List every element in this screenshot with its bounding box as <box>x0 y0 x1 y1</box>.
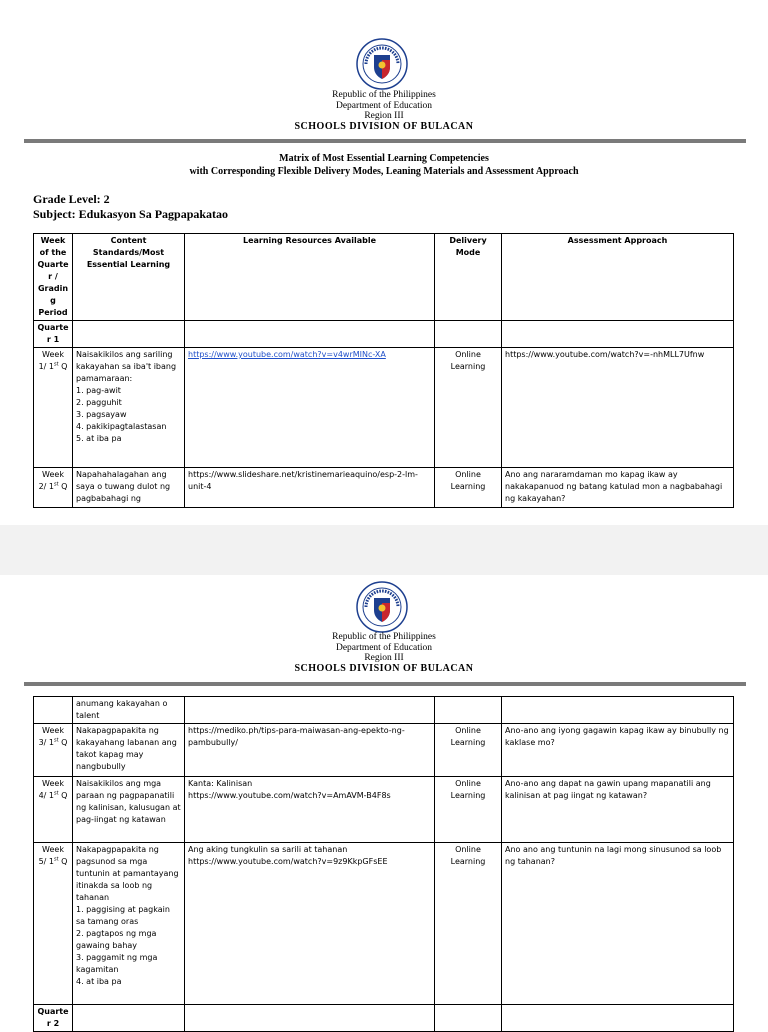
header-week: Week of the Quarter / Grading Period <box>34 234 73 321</box>
resource-cell: https://www.slideshare.net/kristinemarieaquino/esp-2-lm-unit-4 <box>185 468 435 508</box>
week-cell: Week 5/ 1st Q <box>34 843 73 1005</box>
week-cell: Week 2/ 1st Q <box>34 468 73 508</box>
resource-cell: https://mediko.ph/tips-para-maiwasan-ang-epekto-ng-pambubully/ <box>185 724 435 777</box>
header-content: Content Standards/Most Essential Learning <box>73 234 185 321</box>
table-row <box>34 777 734 843</box>
quarter-label: Quarter 1 <box>34 321 73 348</box>
quarter-row <box>34 1005 734 1032</box>
table-row <box>34 468 734 508</box>
letterhead <box>0 90 768 132</box>
quarter-row <box>34 321 734 348</box>
table-row <box>34 697 734 724</box>
document-page-2 <box>0 575 768 1028</box>
department-line: Department of Education <box>335 100 433 111</box>
mode-cell: Online Learning <box>435 724 502 777</box>
content-cell: Napahahalagahan ang saya o tuwang dulot ng pagbabahagi ng <box>73 468 185 508</box>
table-row <box>34 348 734 468</box>
content-cell: anumang kakayahan o talent <box>73 697 185 724</box>
assessment-cell: Ano ano ang tuntunin na lagi mong sinusunod sa loob ng tahanan? <box>502 843 734 1005</box>
content-cell: Naisakikilos ang mga paraan ng pagpapanatili ng kalinisan, kalusugan at pag-iingat ng katawan <box>73 777 185 843</box>
region-line: Region III <box>364 653 404 663</box>
content-cell: Nakapagpapakita ng pagsunod sa mga tuntunin at pamantayang itinakda sa loob ng tahanan 1. paggising at pagkain sa tamang oras 2. pagtapos ng mga gawaing bahay 3. paggamit ng mga kagamitan 4. at iba pa <box>73 843 185 1005</box>
header-assessment: Assessment Approach <box>502 234 734 321</box>
mode-cell: Online Learning <box>435 843 502 1005</box>
week-cell: Week 1/ 1st Q <box>34 348 73 468</box>
region-line: Region III <box>364 111 404 121</box>
division-line: SCHOOLS DIVISION OF BULACAN <box>294 120 474 132</box>
page-gap <box>0 525 768 575</box>
letterhead <box>0 632 768 674</box>
resource-cell: Kanta: Kalinisan https://www.youtube.com/watch?v=AmAVM-B4F8s <box>185 777 435 843</box>
matrix-title <box>0 152 768 178</box>
table-row <box>34 724 734 777</box>
resource-cell <box>185 348 435 468</box>
table-header-row <box>34 234 734 321</box>
matrix-title-line-1: Matrix of Most Essential Learning Competencies <box>279 153 489 164</box>
content-cell: Naisakikilos ang sariling kakayahan sa iba't ibang pamamaraan: 1. pag-awit 2. pagguhit 3. pagsayaw 4. pakikipagtalastasan 5. at iba pa <box>73 348 185 468</box>
deped-seal-icon <box>356 581 408 633</box>
grade-level: Grade Level: 2 <box>33 192 110 206</box>
assessment-cell: Ano ang nararamdaman mo kapag ikaw ay nakakapanuod ng batang katulad mon a nagbabahagi ng kakayahan? <box>502 468 734 508</box>
mode-cell: Online Learning <box>435 468 502 508</box>
republic-line: Republic of the Philippines <box>332 90 436 100</box>
header-rule <box>24 139 746 143</box>
table-row <box>34 843 734 1005</box>
mode-cell: Online Learning <box>435 348 502 468</box>
matrix-title-line-2: with Corresponding Flexible Delivery Modes, Leaning Materials and Assessment Approach <box>189 166 579 177</box>
department-line: Department of Education <box>335 642 433 653</box>
quarter-label: Quarter 2 <box>34 1005 73 1032</box>
assessment-cell: Ano-ano ang iyong gagawin kapag ikaw ay binubully ng kaklase mo? <box>502 724 734 777</box>
resource-link[interactable]: https://www.youtube.com/watch?v=v4wrMINc-XA <box>188 350 386 359</box>
header-rule <box>24 682 746 686</box>
mode-cell: Online Learning <box>435 777 502 843</box>
week-cell: Week 3/ 1st Q <box>34 724 73 777</box>
competency-table <box>33 233 734 508</box>
week-cell: Week 4/ 1st Q <box>34 777 73 843</box>
header-resources: Learning Resources Available <box>185 234 435 321</box>
deped-seal-icon <box>356 38 408 90</box>
header-mode: Delivery Mode <box>435 234 502 321</box>
resource-cell: Ang aking tungkulin sa sarili at tahanan https://www.youtube.com/watch?v=9z9KkpGFsEE <box>185 843 435 1005</box>
document-meta <box>33 192 228 222</box>
division-line: SCHOOLS DIVISION OF BULACAN <box>294 662 474 674</box>
content-cell: Nakapagpapakita ng kakayahang labanan ang takot kapag may nangbubully <box>73 724 185 777</box>
republic-line: Republic of the Philippines <box>332 632 436 642</box>
competency-table-continued <box>33 696 734 1032</box>
assessment-cell: Ano-ano ang dapat na gawin upang mapanatili ang kalinisan at pag iingat ng katawan? <box>502 777 734 843</box>
assessment-cell: https://www.youtube.com/watch?v=-nhMLL7Ufnw <box>502 348 734 468</box>
subject: Subject: Edukasyon Sa Pagpapakatao <box>33 207 229 221</box>
